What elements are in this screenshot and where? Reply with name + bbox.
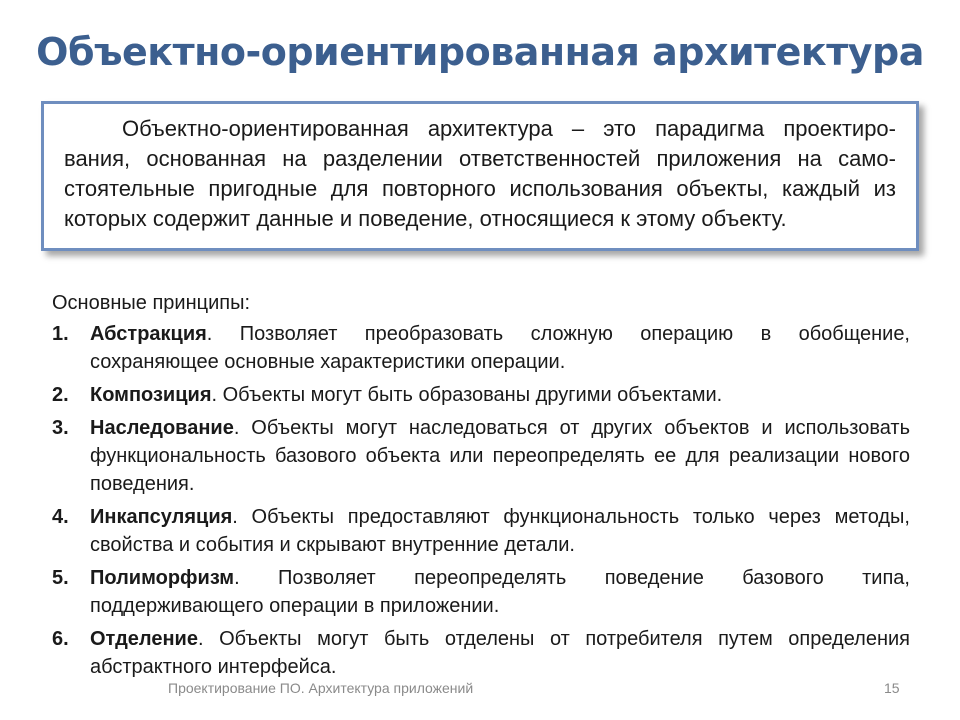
item-term: Полиморфизм: [90, 567, 235, 589]
item-body: [90, 625, 910, 681]
item-number: 3.: [52, 417, 69, 439]
item-body: [90, 564, 910, 620]
page-number: 15: [884, 680, 900, 696]
item-number: 4.: [52, 506, 69, 528]
list-item: [52, 381, 910, 409]
item-text: . Объекты предоставляют функциональность только через методы, свойства и события и скрывают внутренние детали.: [90, 506, 910, 556]
item-number: 6.: [52, 628, 69, 650]
list-item: [52, 625, 910, 681]
item-number: 2.: [52, 384, 69, 406]
item-text: . Объекты могут наследоваться от других объектов и использовать функциональность базового объекта или переопределять ее для реализации нового поведения.: [90, 417, 910, 495]
item-number: 1.: [52, 323, 69, 345]
item-term: Инкапсуляция: [90, 506, 233, 528]
item-term: Композиция: [90, 384, 212, 406]
item-text: . Объекты могут быть образованы другими объектами.: [211, 384, 723, 406]
item-body: [90, 414, 910, 498]
principles-list: [52, 320, 910, 681]
item-term: Абстракция: [90, 323, 207, 345]
list-item: [52, 503, 910, 559]
definition-text: Объектно-ориентированная архитектура – это парадигма проектиро-вания, основанная на разделении ответственностей приложения на само-стоятельные пригодные для повторного использования объекты, каждый из которых содержит данные и поведение, относящиеся к этому объекту.: [64, 116, 896, 231]
item-body: [90, 320, 910, 376]
item-body: [90, 503, 910, 559]
item-term: Отделение: [90, 628, 198, 650]
item-text: . Позволяет преобразовать сложную операцию в обобщение, сохраняющее основные характеристики операции.: [90, 323, 910, 373]
item-text: . Позволяет переопределять поведение базового типа, поддерживающего операции в приложении.: [90, 567, 910, 617]
slide-title: Объектно-ориентированная архитектура: [36, 30, 924, 74]
footer-text: Проектирование ПО. Архитектура приложений: [168, 680, 474, 696]
list-item: [52, 320, 910, 376]
list-item: [52, 564, 910, 620]
principles-section: [52, 290, 910, 686]
item-number: 5.: [52, 567, 69, 589]
item-body: [90, 381, 910, 409]
definition-box: [41, 101, 919, 251]
principles-heading: Основные принципы:: [52, 292, 251, 314]
item-text: . Объекты могут быть отделены от потребителя путем определения абстрактного интерфейса.: [90, 628, 910, 678]
item-term: Наследование: [90, 417, 234, 439]
list-item: [52, 414, 910, 498]
